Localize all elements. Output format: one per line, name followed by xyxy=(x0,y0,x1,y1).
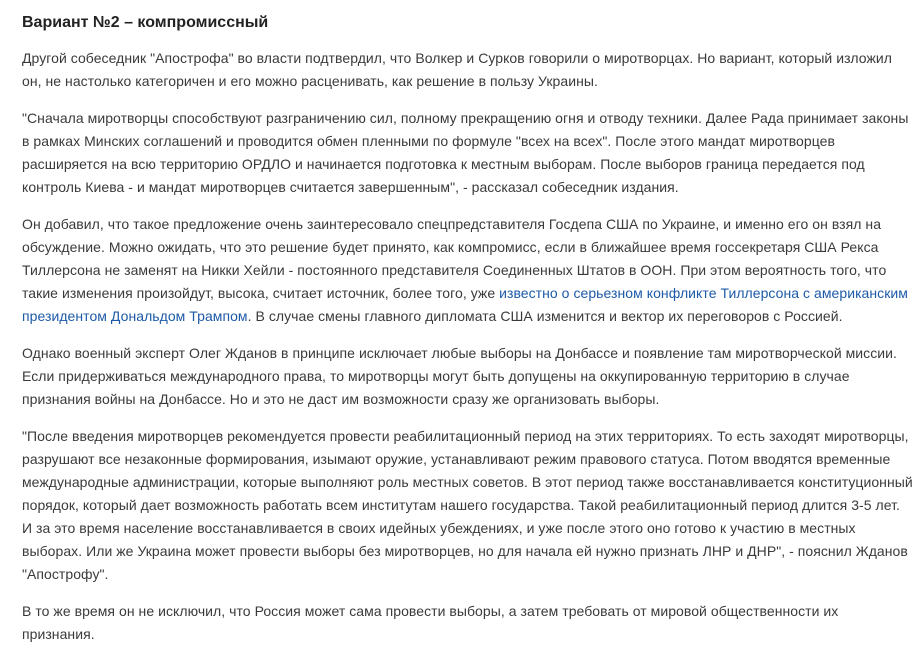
paragraph-6: В то же время он не исключил, что Россия может сама провести выборы, а затем требовать от мировой общественности их признания. xyxy=(22,603,839,642)
section-heading: Вариант №2 – компромиссный xyxy=(22,14,269,31)
paragraph-2-quote: "Сначала миротворцы способствуют разграничению сил, полному прекращению огня и отводу техники. Далее Рада принимает законы в рамках Минских соглашений и проводится обмен пленными по формуле "всех на всех". После этого мандат миротворцев расширяется на всю территорию ОРДЛО и начинается подготовка к местным выборам. После выборов граница передается под контроль Киева - и мандат миротворцев считается завершенным", - рассказал собеседник издания. xyxy=(22,110,909,195)
paragraph-3-text-after: . В случае смены главного дипломата США изменится и вектор их переговоров с Россией. xyxy=(247,308,843,324)
paragraph-5-quote: "После введения миротворцев рекомендуется провести реабилитационный период на этих территориях. То есть заходят миротворцы, разрушают все незаконные формирования, изымают оружие, устанавливают режим правового статуса. Потом вводятся временные международные администрации, которые выполняют роль местных советов. В этот период также восстанавливается конституционный порядок, который дает возможность работать всем институтам нашего государства. Такой реабилитационный период длится 3-5 лет. И за это время население восстанавливается в своих идейных убеждениях, и уже после этого оно готово к участию в местных выборах. Или же Украина может провести выборы без миротворцев, но для начала ей нужно признать ЛНР и ДНР", - пояснил Жданов "Апострофу". xyxy=(22,428,913,582)
paragraph-4: Однако военный эксперт Олег Жданов в принципе исключает любые выборы на Донбассе и появление там миротворческой миссии. Если придерживаться международного права, то миротворцы могут быть допущены на оккупированную территорию в случае признания войны на Донбассе. Но и это не даст им возможности сразу же организовать выборы. xyxy=(22,345,897,407)
paragraph-3 xyxy=(22,213,914,328)
paragraph-1: Другой собеседник "Апострофа" во власти подтвердил, что Волкер и Сурков говорили о миротворцах. Но вариант, который изложил он, не настолько категоричен и его можно расценивать, как решение в пользу Украины. xyxy=(22,50,892,89)
article-body xyxy=(22,11,914,660)
tillerson-conflict-link[interactable]: известно о серьезном конфликте Тиллерсона с американским президентом Дональдом Трампом xyxy=(22,285,908,324)
paragraph-3-text-before: Он добавил, что такое предложение очень заинтересовало спецпредставителя Госдепа США по Украине, и именно его он взял на обсуждение. Можно ожидать, что это решение будет принято, как компромисс, если в ближайшее время госсекретаря США Рекса Тиллерсона не заменят на Никки Хейли - постоянного представителя Соединенных Штатов в ООН. При этом вероятность того, что такие изменения произойдут, высока, считает источник, более того, уже xyxy=(22,216,887,301)
